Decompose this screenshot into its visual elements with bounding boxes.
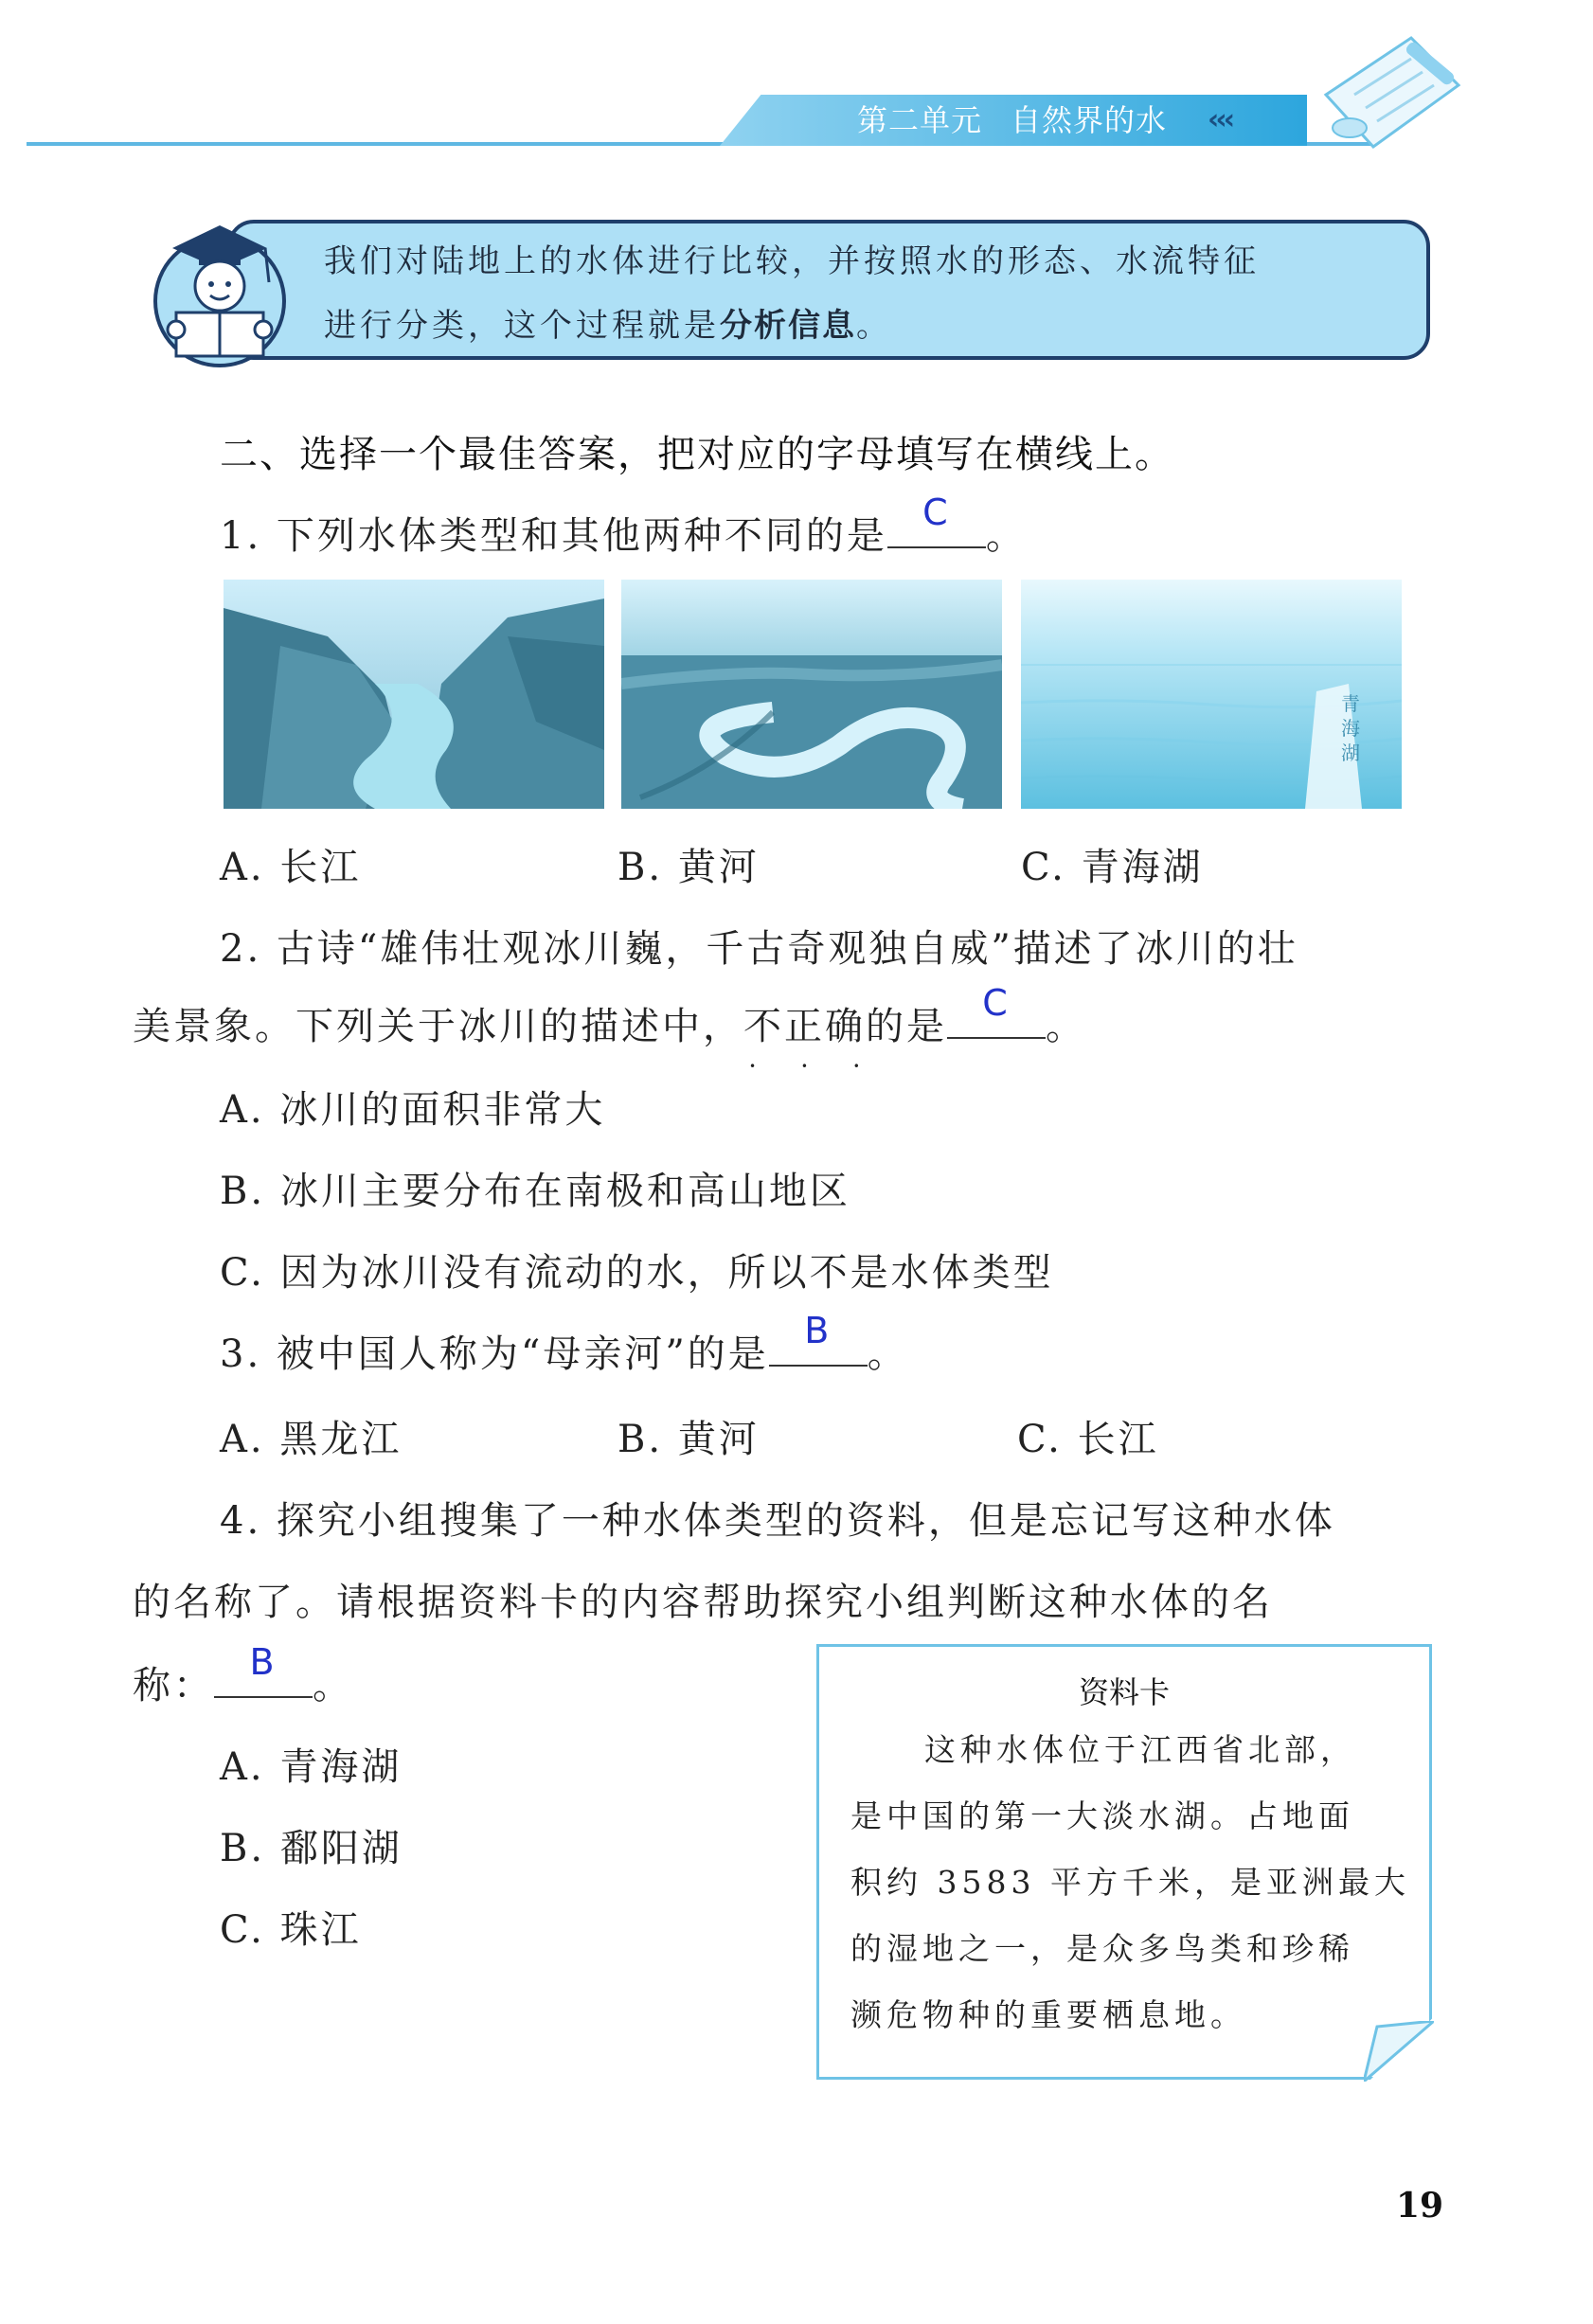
question-4-prefix: 称： xyxy=(133,1664,214,1707)
question-2-end: 。 xyxy=(1046,1005,1086,1048)
q2-option-b[interactable]: B. 冰川主要分布在南极和高山地区 xyxy=(220,1170,850,1213)
q4-option-a[interactable]: A. 青海湖 xyxy=(220,1745,403,1789)
answer-4: B xyxy=(249,1641,277,1683)
question-1-end: 。 xyxy=(985,514,1027,558)
question-1-stem: 1. 下列水体类型和其他两种不同的是 xyxy=(220,514,887,558)
question-4-line1: 4. 探究小组搜集了一种水体类型的资料，但是忘记写这种水体 xyxy=(220,1499,1335,1543)
answer-blank-4[interactable] xyxy=(214,1641,313,1698)
question-3 xyxy=(220,1310,908,1378)
q2-option-a[interactable]: A. 冰川的面积非常大 xyxy=(220,1088,606,1132)
q4-option-b[interactable]: B. 鄱阳湖 xyxy=(220,1827,403,1870)
answer-3: B xyxy=(804,1310,832,1351)
info-card-line: 是中国的第一大淡水湖。占地面 xyxy=(850,1797,1354,1834)
unit-topic: 自然界的水 xyxy=(1011,102,1168,138)
question-4-line2: 的名称了。请根据资料卡的内容帮助探究小组判断这种水体的名 xyxy=(133,1581,1273,1624)
page-number: 19 xyxy=(1396,2186,1444,2226)
q1-option-a[interactable]: A. 长江 xyxy=(220,846,362,889)
info-card-title: 资料卡 xyxy=(1078,1674,1170,1710)
question-4-end: 。 xyxy=(313,1664,353,1707)
clipboard-icon xyxy=(1307,28,1468,161)
question-3-end: 。 xyxy=(867,1332,908,1376)
q3-option-a[interactable]: A. 黑龙江 xyxy=(220,1418,403,1461)
info-card-line: 的湿地之一，是众多鸟类和珍稀 xyxy=(850,1930,1354,1967)
tip-keyword: 分析信息 xyxy=(720,307,856,345)
q1-option-b[interactable]: B. 黄河 xyxy=(618,846,760,889)
info-card-line: 积约 3583 平方千米，是亚洲最大 xyxy=(850,1864,1410,1901)
unit-label: 第二单元 xyxy=(857,102,983,138)
question-3-stem: 3. 被中国人称为“母亲河”的是 xyxy=(220,1332,769,1376)
answer-1: C xyxy=(922,492,951,533)
photo-yangtze-gorge xyxy=(224,580,604,809)
answer-blank-3[interactable] xyxy=(769,1310,868,1367)
qinghai-stone-caption: 青 海 湖 xyxy=(1341,692,1360,764)
info-card-line: 这种水体位于江西省北部， xyxy=(924,1731,1356,1768)
q4-option-c[interactable]: C. 珠江 xyxy=(220,1908,362,1952)
page-curl-icon xyxy=(1364,2021,1434,2082)
q3-option-c[interactable]: C. 长江 xyxy=(1017,1418,1159,1461)
answer-2: C xyxy=(982,982,1011,1024)
tip-text-line1: 我们对陆地上的水体进行比较，并按照水的形态、水流特征 xyxy=(324,242,1260,280)
tip-text-line2 xyxy=(324,299,892,346)
unit-title xyxy=(857,98,1167,142)
question-2-prefix: 美景象。下列关于冰川的描述中， xyxy=(133,1005,743,1048)
student-reading-icon xyxy=(144,208,295,369)
q2-option-c[interactable]: C. 因为冰川没有流动的水，所以不是水体类型 xyxy=(220,1251,1054,1295)
emphasis-not-correct: 不正确 • • • xyxy=(743,1005,866,1048)
answer-blank-1[interactable] xyxy=(887,492,986,548)
question-2-mid: 的是 xyxy=(866,1005,947,1048)
question-2-line2 xyxy=(133,982,1086,1050)
chevrons-icon: ‹‹‹ xyxy=(1208,103,1232,136)
q3-option-b[interactable]: B. 黄河 xyxy=(618,1418,760,1461)
q1-option-c[interactable]: C. 青海湖 xyxy=(1021,846,1204,889)
info-card-line: 濒危物种的重要栖息地。 xyxy=(850,1996,1246,2033)
question-4-line3 xyxy=(133,1641,353,1709)
answer-blank-2[interactable] xyxy=(947,982,1046,1039)
question-1 xyxy=(220,492,1027,560)
section-title: 二、选择一个最佳答案，把对应的字母填写在横线上。 xyxy=(220,433,1174,476)
tip-text-prefix: 进行分类，这个过程就是 xyxy=(324,307,720,345)
photo-yellow-river xyxy=(621,580,1002,809)
tip-text-suffix: 。 xyxy=(856,307,892,345)
question-2-line1: 2. 古诗“雄伟壮观冰川巍，千古奇观独自威”描述了冰川的壮 xyxy=(220,927,1298,971)
